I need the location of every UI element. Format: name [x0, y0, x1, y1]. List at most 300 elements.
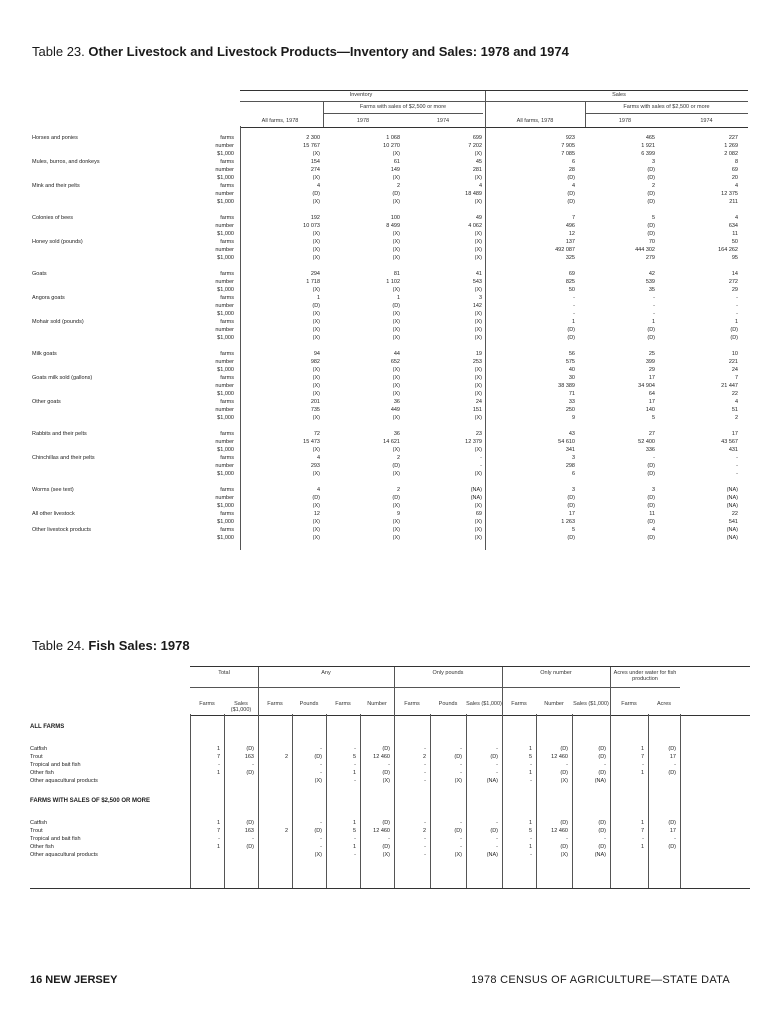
cell-value: - [460, 746, 462, 752]
table24-row [30, 762, 750, 769]
cell-value: 7 905 [561, 143, 575, 149]
table23-row [30, 320, 748, 327]
row-label: Goats [32, 271, 47, 277]
table24-row [30, 770, 750, 777]
cell-value: 543 [472, 279, 482, 285]
cell-value: 5 [651, 215, 655, 221]
cell-value: 2 [422, 754, 426, 760]
cell-value: 5 [352, 828, 356, 834]
header-inventory: Inventory [349, 92, 373, 98]
table23-heading: Other Livestock and Livestock Products—Inventory and Sales: 1978 and 1974 [88, 44, 569, 59]
cell-value: (D) [598, 754, 606, 760]
table23-row [30, 400, 748, 407]
cell-value: 2 [396, 487, 400, 493]
cell-value: - [424, 852, 426, 858]
cell-value: 51 [731, 407, 738, 413]
cell-value: (D) [647, 199, 655, 205]
cell-value: (X) [392, 327, 400, 333]
cell-value: 1 [734, 319, 738, 325]
table23-row [30, 152, 748, 159]
cell-value: - [424, 820, 426, 826]
cell-value: 18 489 [465, 191, 482, 197]
cell-value: (X) [312, 383, 320, 389]
row-unit: $1,000 [217, 255, 234, 261]
cell-value: - [573, 303, 575, 309]
row-unit: number [215, 191, 234, 197]
cell-value: - [388, 762, 390, 768]
row-unit: farms [220, 271, 234, 277]
table23-row [30, 376, 748, 383]
cell-value: (X) [474, 391, 482, 397]
row-unit: farms [220, 455, 234, 461]
cell-value: 11 [732, 231, 738, 237]
table24-row [30, 836, 750, 843]
cell-value: (X) [312, 311, 320, 317]
cell-value: 50 [731, 239, 738, 245]
table23-row [30, 232, 748, 239]
cell-value: (D) [668, 770, 676, 776]
row-unit: $1,000 [217, 447, 234, 453]
col-header: Sales ($1,000) [573, 701, 609, 707]
table23-row [30, 192, 748, 199]
col-header: Farms [404, 701, 420, 707]
cell-value: 4 [734, 183, 738, 189]
cell-value: - [736, 455, 738, 461]
cell-value: (NA) [486, 852, 498, 858]
col-header: Number [367, 701, 387, 707]
cell-value: 61 [393, 159, 400, 165]
cell-value: (D) [312, 303, 320, 309]
col-header: Farms [199, 701, 215, 707]
cell-value: - [573, 295, 575, 301]
cell-value: 1 068 [386, 135, 400, 141]
cell-value: 923 [565, 135, 575, 141]
row-label: Worms (see text) [32, 487, 74, 493]
cell-value: 3 [571, 487, 575, 493]
cell-value: (X) [454, 852, 462, 858]
table23-row [30, 464, 748, 471]
group-header: Any [321, 670, 331, 676]
cell-value: 699 [472, 135, 482, 141]
cell-value: - [604, 762, 606, 768]
cell-value: (X) [392, 319, 400, 325]
table23-row [30, 352, 748, 359]
cell-value: 24 [475, 399, 482, 405]
cell-value: - [642, 836, 644, 842]
cell-value: 2 [651, 183, 655, 189]
cell-value: - [388, 836, 390, 842]
cell-value: - [354, 852, 356, 858]
cell-value: (X) [382, 852, 390, 858]
cell-value: (D) [647, 471, 655, 477]
cell-value: (D) [392, 191, 400, 197]
cell-value: 825 [565, 279, 575, 285]
col-header: Farms [621, 701, 637, 707]
row-unit: number [215, 303, 234, 309]
table23-row [30, 184, 748, 191]
table24-heading: Fish Sales: 1978 [88, 638, 190, 653]
cell-value: 21 447 [721, 383, 738, 389]
page-footer-left: 16 NEW JERSEY [30, 974, 118, 986]
cell-value: 6 [571, 159, 575, 165]
table24-row [30, 828, 750, 835]
cell-value: (NA) [726, 503, 738, 509]
row-label: Milk goats [32, 351, 57, 357]
row-label: Angora goats [32, 295, 65, 301]
table23-row [30, 384, 748, 391]
cell-value: - [218, 762, 220, 768]
table23-row [30, 472, 748, 479]
cell-value: 100 [390, 215, 400, 221]
cell-value: 2 [422, 828, 426, 834]
cell-value: - [320, 836, 322, 842]
row-label: Honey sold (pounds) [32, 239, 83, 245]
cell-value: - [674, 762, 676, 768]
cell-value: (X) [312, 319, 320, 325]
cell-value: 44 [393, 351, 400, 357]
cell-value: 4 062 [468, 223, 482, 229]
table23-row [30, 272, 748, 279]
cell-value: - [424, 770, 426, 776]
cell-value: (D) [647, 495, 655, 501]
cell-value: 49 [475, 215, 482, 221]
cell-value: - [424, 746, 426, 752]
cell-value: 23 [475, 431, 482, 437]
cell-value: (X) [392, 335, 400, 341]
cell-value: 56 [568, 351, 575, 357]
cell-value: (X) [392, 415, 400, 421]
cell-value: - [496, 762, 498, 768]
cell-value: (X) [474, 527, 482, 533]
cell-value: - [642, 762, 644, 768]
cell-value: (NA) [726, 527, 738, 533]
cell-value: - [320, 746, 322, 752]
row-label: Goats milk sold (gallons) [32, 375, 93, 381]
cell-value: 69 [568, 271, 575, 277]
cell-value: 12 [313, 511, 320, 517]
table23-row [30, 280, 748, 287]
col-header: Sales ($1,000) [230, 701, 252, 713]
row-label: Colonies of bees [32, 215, 73, 221]
cell-value: (D) [567, 175, 575, 181]
table23-row [30, 424, 748, 431]
table23-row [30, 528, 748, 535]
cell-value: - [480, 463, 482, 469]
cell-value: (D) [392, 495, 400, 501]
cell-value: 43 [568, 431, 575, 437]
cell-value: (X) [474, 311, 482, 317]
cell-value: (X) [474, 231, 482, 237]
cell-value: (X) [454, 778, 462, 784]
cell-value: 142 [472, 303, 482, 309]
cell-value: 64 [648, 391, 655, 397]
cell-value: (X) [560, 778, 568, 784]
row-label: Trout [30, 828, 43, 834]
cell-value: - [424, 778, 426, 784]
cell-value: 1 [528, 770, 532, 776]
table23-row [30, 136, 748, 143]
table23-row [30, 336, 748, 343]
row-unit: number [215, 247, 234, 253]
cell-value: (X) [392, 311, 400, 317]
cell-value: 36 [393, 399, 400, 405]
cell-value: 10 [731, 351, 738, 357]
row-unit: $1,000 [217, 391, 234, 397]
cell-value: 9 [571, 415, 575, 421]
table23-row [30, 408, 748, 415]
cell-value: - [320, 820, 322, 826]
cell-value: - [653, 295, 655, 301]
cell-value: - [354, 762, 356, 768]
cell-value: 575 [565, 359, 575, 365]
cell-value: (D) [246, 820, 254, 826]
cell-value: 50 [568, 287, 575, 293]
cell-value: (X) [312, 391, 320, 397]
cell-value: (X) [392, 287, 400, 293]
cell-value: (D) [647, 327, 655, 333]
cell-value: (D) [560, 746, 568, 752]
cell-value: (X) [474, 375, 482, 381]
cell-value: 12 460 [551, 754, 568, 760]
row-label: Trout [30, 754, 43, 760]
cell-value: (X) [392, 231, 400, 237]
cell-value: 2 [284, 828, 288, 834]
cell-value: - [424, 836, 426, 842]
table23-row [30, 328, 748, 335]
col-inv-all: All farms, 1978 [261, 118, 299, 124]
cell-value: (X) [474, 335, 482, 341]
table23-row [30, 512, 748, 519]
row-unit: $1,000 [217, 519, 234, 525]
cell-value: (X) [392, 447, 400, 453]
row-label: Other fish [30, 844, 54, 850]
cell-value: 201 [310, 399, 320, 405]
cell-value: 211 [729, 199, 738, 205]
cell-value: (D) [668, 746, 676, 752]
cell-value: (D) [598, 770, 606, 776]
table24-title [32, 638, 190, 653]
cell-value: (D) [312, 495, 320, 501]
cell-value: (X) [312, 287, 320, 293]
cell-value: (X) [474, 383, 482, 389]
cell-value: 6 399 [641, 151, 655, 157]
table23-row [30, 296, 748, 303]
cell-value: (X) [392, 367, 400, 373]
cell-value: 38 389 [558, 383, 575, 389]
cell-value: 140 [645, 407, 655, 413]
cell-value: 9 [396, 511, 400, 517]
cell-value: - [736, 311, 738, 317]
cell-value: 465 [645, 135, 655, 141]
cell-value: 1 [640, 820, 644, 826]
row-unit: $1,000 [217, 151, 234, 157]
cell-value: (X) [312, 375, 320, 381]
cell-value: 20 [731, 175, 738, 181]
cell-value: 149 [390, 167, 400, 173]
row-unit: $1,000 [217, 367, 234, 373]
row-unit: farms [220, 319, 234, 325]
row-unit: farms [220, 295, 234, 301]
cell-value: 7 [640, 754, 644, 760]
cell-value: 154 [310, 159, 320, 165]
cell-value: - [252, 836, 254, 842]
cell-value: (X) [474, 367, 482, 373]
cell-value: (X) [392, 175, 400, 181]
cell-value: 5 [651, 415, 655, 421]
row-unit: number [215, 439, 234, 445]
row-unit: farms [220, 351, 234, 357]
table23-row [30, 144, 748, 151]
col-header: Acres [656, 701, 672, 707]
cell-value: 69 [731, 167, 738, 173]
col-header: Farms [267, 701, 283, 707]
cell-value: 52 400 [638, 439, 655, 445]
cell-value: 22 [731, 511, 738, 517]
cell-value: - [736, 303, 738, 309]
cell-value: 274 [310, 167, 320, 173]
cell-value: (D) [490, 828, 498, 834]
row-label: Mink and their pelts [32, 183, 80, 189]
cell-value: (X) [392, 527, 400, 533]
cell-value: (X) [312, 175, 320, 181]
cell-value: 1 718 [306, 279, 320, 285]
cell-value: (D) [314, 754, 322, 760]
cell-value: 5 [528, 828, 532, 834]
cell-value: 336 [645, 447, 655, 453]
group-header: Only number [540, 670, 572, 676]
table24-row [30, 852, 750, 859]
table23-row [30, 264, 748, 271]
cell-value: (X) [312, 247, 320, 253]
row-unit: $1,000 [217, 199, 234, 205]
cell-value: (D) [560, 770, 568, 776]
cell-value: (X) [392, 535, 400, 541]
col-header: Pounds [438, 701, 458, 707]
cell-value: 41 [475, 271, 482, 277]
row-unit: $1,000 [217, 287, 234, 293]
row-unit: farms [220, 487, 234, 493]
cell-value: (X) [474, 447, 482, 453]
cell-value: 7 [216, 828, 220, 834]
cell-value: 2 082 [724, 151, 738, 157]
cell-value: (D) [314, 828, 322, 834]
cell-value: (X) [474, 199, 482, 205]
cell-value: - [460, 836, 462, 842]
table23-row [30, 216, 748, 223]
cell-value: - [653, 303, 655, 309]
row-unit: farms [220, 511, 234, 517]
cell-value: 33 [568, 399, 575, 405]
cell-value: - [736, 471, 738, 477]
cell-value: (D) [560, 844, 568, 850]
cell-value: 272 [728, 279, 738, 285]
table23-row [30, 360, 748, 367]
table23-row [30, 480, 748, 487]
table23-row [30, 240, 748, 247]
cell-value: (X) [312, 231, 320, 237]
cell-value: 5 [352, 754, 356, 760]
cell-value: - [354, 778, 356, 784]
row-unit: $1,000 [217, 311, 234, 317]
cell-value: (X) [312, 447, 320, 453]
cell-value: 28 [568, 167, 575, 173]
row-label: Chinchillas and their pelts [32, 455, 95, 461]
table24-row [30, 820, 750, 827]
cell-value: 19 [475, 351, 482, 357]
cell-value: 95 [731, 255, 738, 261]
table23-row [30, 208, 748, 215]
table24-row [30, 754, 750, 761]
cell-value: 7 085 [561, 151, 575, 157]
cell-value: 1 [640, 770, 644, 776]
cell-value: 12 375 [721, 191, 738, 197]
cell-value: 69 [475, 511, 482, 517]
cell-value: (X) [314, 778, 322, 784]
table23-row [30, 288, 748, 295]
cell-value: (D) [490, 754, 498, 760]
cell-value: 7 [571, 215, 575, 221]
cell-value: - [496, 836, 498, 842]
cell-value: (D) [567, 503, 575, 509]
cell-value: (D) [567, 495, 575, 501]
cell-value: (X) [474, 247, 482, 253]
cell-value: 42 [648, 271, 655, 277]
cell-value: 164 262 [718, 247, 738, 253]
header-inventory-sub: Farms with sales of $2,500 or more [359, 104, 447, 110]
cell-value: 163 [244, 828, 254, 834]
cell-value: 94 [313, 351, 320, 357]
row-label: Mules, burros, and donkeys [32, 159, 100, 165]
cell-value: (D) [647, 191, 655, 197]
row-unit: farms [220, 431, 234, 437]
cell-value: 1 269 [724, 143, 738, 149]
row-unit: farms [220, 375, 234, 381]
row-label: Other aquacultural products [30, 778, 98, 784]
cell-value: (NA) [594, 852, 606, 858]
row-unit: farms [220, 527, 234, 533]
cell-value: (X) [474, 239, 482, 245]
cell-value: - [530, 852, 532, 858]
cell-value: 71 [568, 391, 575, 397]
cell-value: 7 [734, 375, 738, 381]
cell-value: 250 [565, 407, 575, 413]
cell-value: (D) [730, 335, 738, 341]
row-label: Horses and ponies [32, 135, 78, 141]
cell-value: - [496, 820, 498, 826]
row-unit: $1,000 [217, 175, 234, 181]
cell-value: 4 [651, 527, 655, 533]
cell-value: (D) [382, 770, 390, 776]
row-label: Other aquacultural products [30, 852, 98, 858]
cell-value: 1 [571, 319, 575, 325]
cell-value: (X) [312, 527, 320, 533]
row-unit: $1,000 [217, 415, 234, 421]
table23-row [30, 520, 748, 527]
cell-value: 541 [728, 519, 738, 525]
table24-row [30, 844, 750, 851]
cell-value: - [424, 844, 426, 850]
cell-value: (X) [474, 151, 482, 157]
cell-value: (NA) [726, 487, 738, 493]
cell-value: 17 [669, 754, 676, 760]
cell-value: 1 [216, 770, 220, 776]
row-label: All other livestock [32, 511, 75, 517]
row-unit: number [215, 327, 234, 333]
cell-value: (D) [567, 191, 575, 197]
cell-value: 1 263 [561, 519, 575, 525]
cell-value: 4 [478, 183, 482, 189]
cell-value: - [566, 836, 568, 842]
